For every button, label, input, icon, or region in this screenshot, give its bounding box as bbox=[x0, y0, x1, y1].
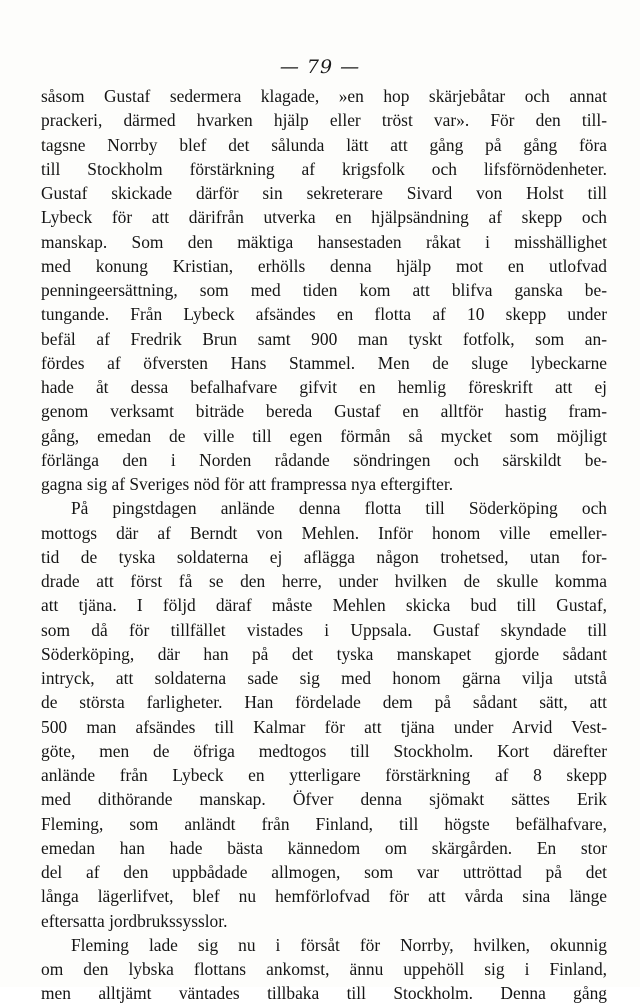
text-line: manskap. Som den mäktiga hansestaden råkat i misshällighet bbox=[41, 231, 607, 252]
text-line: befäl af Fredrik Brun samt 900 man tyskt fotfolk, som an- bbox=[41, 328, 607, 349]
text-line: anlände från Lybeck en ytterligare förstärkning af 8 skepp bbox=[41, 765, 607, 785]
text-line: tagsne Norrby blef det sålunda lätt att gång på gång föra bbox=[41, 134, 607, 155]
text-line: genom verksamt biträde bereda Gustaf en alltför hastig fram- bbox=[41, 401, 607, 422]
text-line: drade att först få se den herre, under hvilken de skulle komma bbox=[41, 571, 607, 591]
text-line: förlänga den i Norden rådande söndringen och särskildt be- bbox=[41, 449, 607, 470]
text-line: att tjäna. I följd däraf måste Mehlen skicka bud till Gustaf, bbox=[41, 595, 607, 616]
text-line: tid de tyska soldaterna ej aflägga någon trohetsed, utan for- bbox=[41, 546, 607, 567]
text-line: till Stockholm förstärkning af krigsfolk och lifsförnödenheter. bbox=[41, 158, 607, 179]
text-line: Fleming lade sig nu i försåt för Norrby, hvilken, okunnig bbox=[71, 934, 607, 955]
page-number: — 79 — bbox=[279, 56, 361, 78]
text-line: På pingstdagen anlände denna flotta till Söderköping och bbox=[71, 498, 607, 519]
text-line: hade åt dessa befalhafvare gifvit en hemlig föreskrift att ej bbox=[41, 377, 607, 397]
text-line: eftersatta jordbrukssysslor. bbox=[41, 910, 228, 931]
text-line: de största farligheter. Han fördelade dem på sådant sätt, att bbox=[41, 692, 607, 713]
text-line: prackeri, därmed hvarken hjälp eller tröst var». För den till- bbox=[41, 110, 607, 131]
text-line: Gustaf skickade därför sin sekreterare Sivard von Holst till bbox=[41, 183, 607, 203]
text-line: Lybeck för att därifrån utverka en hjälpsändning af skepp och bbox=[41, 207, 607, 228]
text-line: långa lägerlifvet, blef nu hemförlofvad för att vårda sina länge bbox=[41, 886, 607, 907]
text-line: emedan han hade bästa kännedom om skärgården. En stor bbox=[41, 837, 607, 858]
text-line: 500 man afsändes till Kalmar för att tjäna under Arvid Vest- bbox=[41, 716, 607, 737]
text-line: om den lybska flottans ankomst, ännu uppehöll sig i Finland, bbox=[41, 959, 607, 979]
text-line: mottogs där af Berndt von Mehlen. Inför honom ville emeller- bbox=[41, 522, 607, 543]
text-line: med dithörande manskap. Öfver denna sjömakt sättes Erik bbox=[41, 789, 607, 810]
text-line: Fleming, som anländt från Finland, till högste befälhafvare, bbox=[41, 813, 607, 834]
text-line: göte, men de öfriga medtogos till Stockholm. Kort därefter bbox=[41, 740, 607, 761]
text-line: såsom Gustaf sedermera klagade, »en hop skärjebåtar och annat bbox=[41, 86, 607, 106]
text-line: Söderköping, där han på det tyska manskapet gjorde sådant bbox=[41, 643, 607, 664]
body-text bbox=[41, 84, 607, 1006]
text-line: penningeersättning, som med tiden kom att blifva ganska be- bbox=[41, 280, 607, 300]
text-line: med konung Kristian, erhölls denna hjälp mot en utlofvad bbox=[41, 255, 607, 276]
text-line: som då för tillfället vistades i Uppsala. Gustaf skyndade till bbox=[41, 619, 607, 640]
text-line: fördes af öfversten Hans Stammel. Men de sluge lybeckarne bbox=[41, 352, 607, 373]
text-line: del af den uppbådade allmogen, som var uttröttad på det bbox=[41, 862, 607, 882]
text-line: intryck, att soldaterna sade sig med honom gärna vilja utstå bbox=[41, 668, 607, 688]
text-line: men alltjämt väntades tillbaka till Stockholm. Denna gång bbox=[41, 983, 607, 1004]
text-line: gagna sig af Sveriges nöd för att frampressa nya eftergifter. bbox=[41, 474, 454, 494]
text-line: tungande. Från Lybeck afsändes en flotta af 10 skepp under bbox=[41, 304, 607, 325]
text-line: gång, emedan de ville till egen förmån så mycket som möjligt bbox=[41, 425, 607, 446]
